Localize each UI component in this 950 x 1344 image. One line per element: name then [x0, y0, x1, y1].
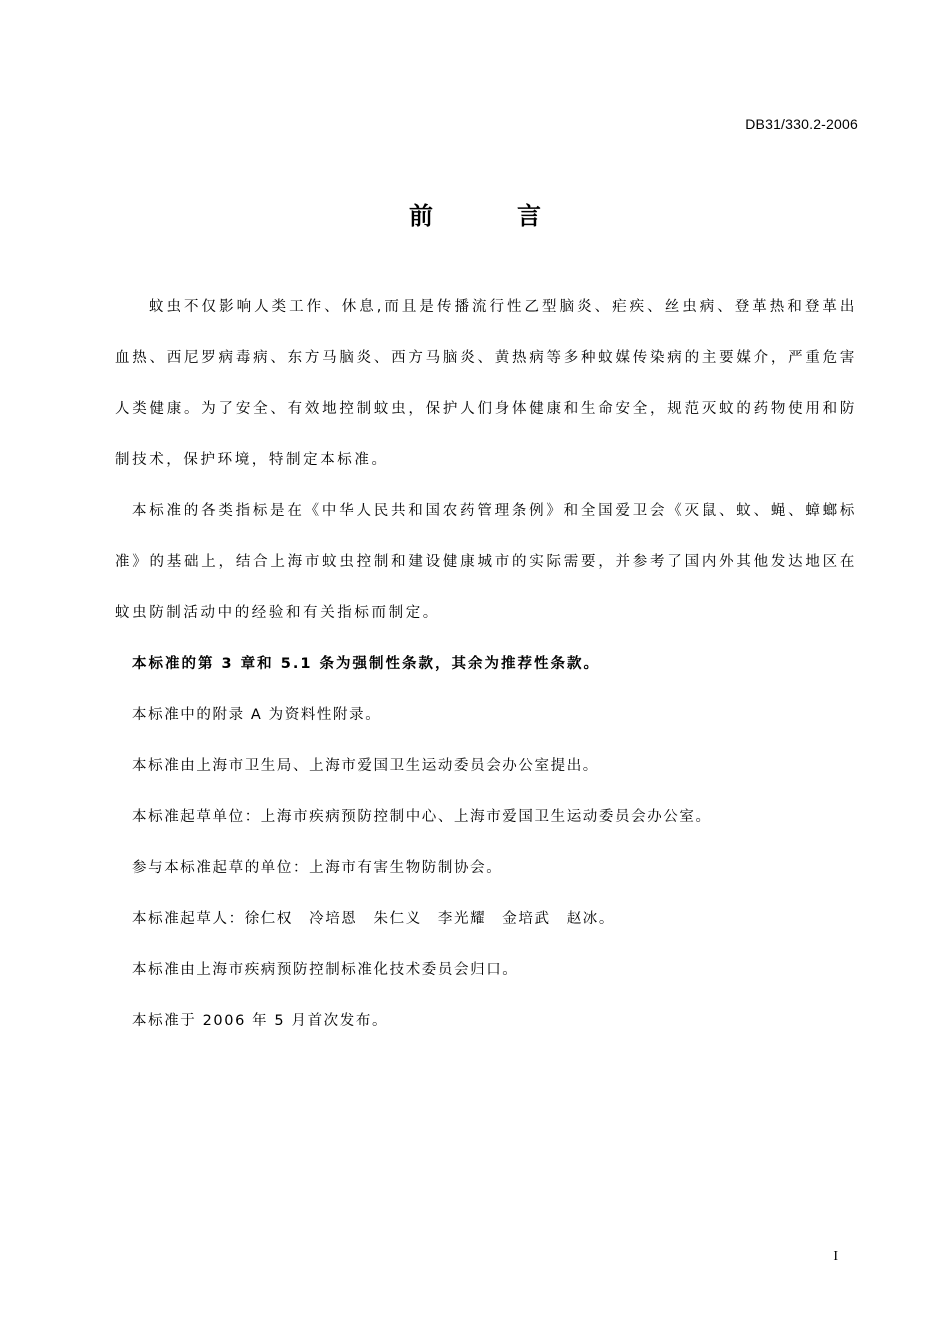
paragraph-proposed-by: 本标准由上海市卫生局、上海市爱国卫生运动委员会办公室提出。 [132, 758, 599, 774]
paragraph-mandatory-clauses: 本标准的第 3 章和 5.1 条为强制性条款，其余为推荐性条款。 [132, 656, 600, 672]
paragraph-background: 蚊虫不仅影响人类工作、休息,而且是传播流行性乙型脑炎、疟疾、丝虫病、登革热和登革出血热、西尼罗病毒病、东方马脑炎、西方马脑炎、黄热病等多种蚊媒传染病的主要媒介，严重危害人类健康。为了安全、有效地控制蚊虫，保护人们身体健康和生命安全，规范灭蚊的药物使用和防制技术，保护环境，特制定本标准。 [115, 299, 857, 468]
foreword-body [115, 282, 857, 1047]
paragraph-drafting-units: 本标准起草单位：上海市疾病预防控制中心、上海市爱国卫生运动委员会办公室。 [132, 809, 712, 825]
paragraph-drafters: 本标准起草人：徐仁权 冷培恩 朱仁义 李光耀 金培武 赵冰。 [132, 911, 615, 927]
document-code: DB31/330.2-2006 [745, 116, 858, 132]
paragraph-administered-by: 本标准由上海市疾病预防控制标准化技术委员会归口。 [132, 962, 519, 978]
paragraph-basis: 本标准的各类指标是在《中华人民共和国农药管理条例》和全国爱卫会《灭鼠、蚊、蝇、蟑螂标准》的基础上，结合上海市蚊虫控制和建设健康城市的实际需要，并参考了国内外其他发达地区在蚊虫防制活动中的经验和有关指标而制定。 [115, 503, 857, 621]
page-number: I [833, 1249, 838, 1264]
title-char-2: 言 [517, 202, 541, 230]
paragraph-participating-unit: 参与本标准起草的单位：上海市有害生物防制协会。 [132, 860, 503, 876]
paragraph-appendix: 本标准中的附录 A 为资料性附录。 [132, 707, 382, 723]
title-char-1: 前 [409, 202, 433, 230]
paragraph-first-release: 本标准于 2006 年 5 月首次发布。 [132, 1013, 389, 1029]
page-title [0, 196, 950, 231]
